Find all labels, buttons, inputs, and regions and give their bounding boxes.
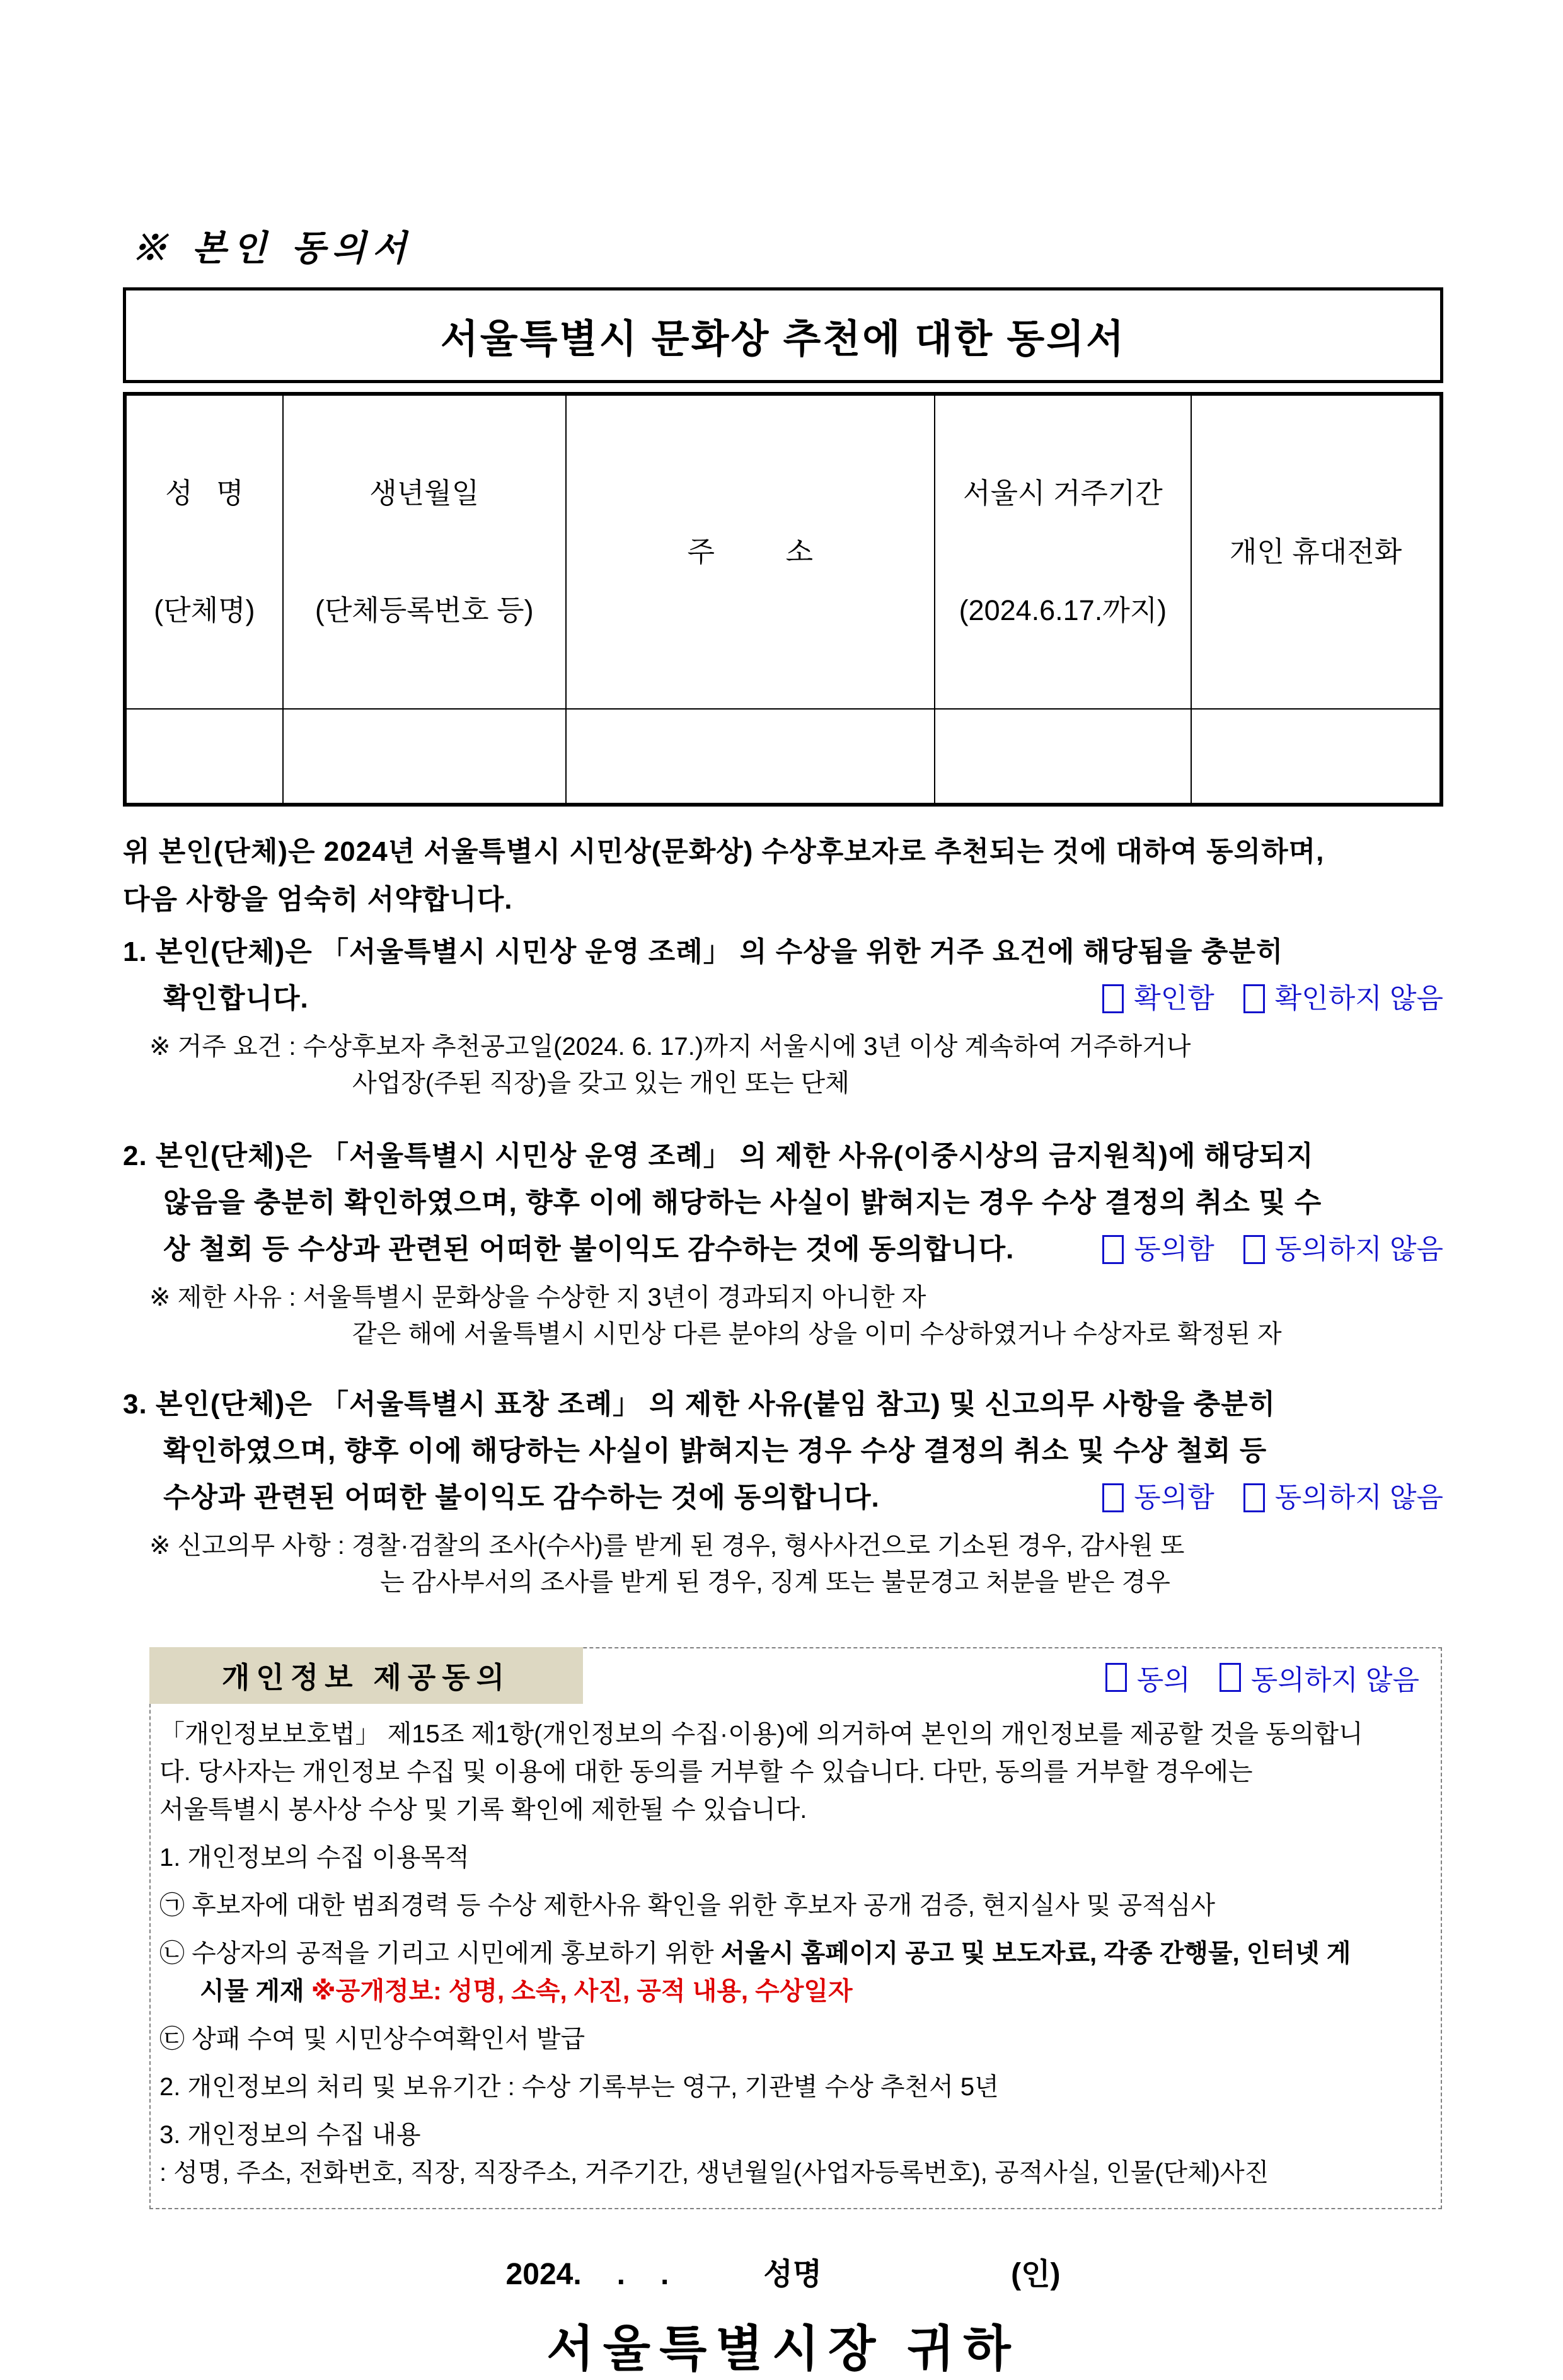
col-header-line: (단체명) — [154, 594, 255, 626]
intro-line: 위 본인(단체)은 2024년 서울특별시 시민상(문화상) 수상후보자로 추천되는 것에 대하여 동의하며, — [123, 836, 1325, 867]
sign-date-month-blank[interactable]: . — [616, 2258, 626, 2291]
residence-requirement-note — [123, 1028, 1443, 1101]
option-not-confirm[interactable] — [1243, 975, 1443, 1022]
input-cell-name[interactable] — [125, 709, 283, 805]
option-label: 동의하지 않음 — [1250, 1665, 1419, 1696]
privacy-purpose-item-3: ㉢ 상패 수여 및 시민상수여확인서 발급 — [159, 2025, 585, 2053]
seal-label[interactable]: (인) — [1011, 2258, 1061, 2291]
col-header-name — [125, 394, 283, 709]
pledge-item-3 — [123, 1381, 1443, 1521]
pledge-line: 수상과 관련된 어떠한 불이익도 감수하는 것에 동의합니다. — [163, 1482, 880, 1513]
checkbox-icon[interactable] — [1243, 984, 1265, 1013]
privacy-text-bold: 시물 게재 — [200, 1977, 311, 2005]
intro-paragraph — [123, 828, 1443, 924]
sign-name-label: 성명 — [763, 2258, 822, 2291]
input-cell-residence-period[interactable] — [935, 709, 1191, 805]
table-input-row — [125, 709, 1441, 805]
pledge-line: 확인하였으며, 향후 이에 해당하는 사실이 밝혀지는 경우 수상 결정의 취소 및 수상 철회 등 — [163, 1435, 1267, 1466]
option-agree[interactable] — [1105, 1657, 1191, 1698]
option-disagree[interactable] — [1243, 1475, 1443, 1521]
col-header-address — [566, 394, 935, 709]
option-agree[interactable] — [1102, 1226, 1214, 1273]
checkbox-icon[interactable] — [1220, 1663, 1241, 1692]
col-header-birthdate — [283, 394, 566, 709]
input-cell-birthdate[interactable] — [283, 709, 566, 805]
privacy-retention-heading: 2. 개인정보의 처리 및 보유기간 : 수상 기록부는 영구, 기관별 수상 추천서 5년 — [159, 2073, 999, 2101]
privacy-text-bold: 서울시 홈페이지 공고 및 보도자료, 각종 간행물, 인터넷 게 — [720, 1940, 1351, 1967]
privacy-collection-heading: 3. 개인정보의 수집 내용 — [159, 2121, 421, 2149]
recipient-line: 서울특별시장 귀하 — [546, 2321, 1020, 2376]
agree-options — [1102, 1475, 1443, 1521]
checkbox-icon[interactable] — [1102, 1235, 1124, 1264]
privacy-collection-items: : 성명, 주소, 전화번호, 직장, 직장주소, 거주기간, 생년월일(사업자등록번호), 공적사실, 인물(단체)사진 — [159, 2159, 1269, 2187]
option-agree[interactable] — [1102, 1475, 1214, 1521]
option-disagree[interactable] — [1243, 1226, 1443, 1273]
agree-options — [1102, 1226, 1443, 1273]
col-header-phone — [1191, 394, 1441, 709]
form-content — [123, 0, 1443, 2380]
col-header-residence-period — [935, 394, 1191, 709]
privacy-paragraph-line: 서울특별시 봉사상 수상 및 기록 확인에 제한될 수 있습니다. — [159, 1796, 807, 1824]
report-duty-note — [123, 1527, 1443, 1601]
note-line: ※ 거주 요건 : 수상후보자 추천공고일(2024. 6. 17.)까지 서울시에 3년 이상 계속하여 거주하거나 — [149, 1033, 1191, 1061]
note-line: 는 감사부서의 조사를 받게 된 경우, 징계 또는 불문경고 처분을 받은 경우 — [380, 1568, 1170, 1596]
pledge-line: 2. 본인(단체)은 「서울특별시 시민상 운영 조례」 의 제한 사유(이중시상의 금지원칙)에 해당되지 — [123, 1141, 1314, 1171]
privacy-purpose-item-2-cont — [159, 1972, 1423, 2010]
option-disagree[interactable] — [1220, 1657, 1419, 1698]
option-label: 동의하지 않음 — [1274, 1234, 1443, 1265]
privacy-paragraph-line: 다. 당사자는 개인정보 수집 및 이용에 대한 동의를 거부할 수 있습니다. 다만, 동의를 거부할 경우에는 — [159, 1758, 1253, 1786]
pledge-item-2 — [123, 1133, 1443, 1273]
option-label: 동의하지 않음 — [1274, 1482, 1443, 1513]
option-label: 확인함 — [1134, 983, 1214, 1014]
note-line: ※ 제한 사유 : 서울특별시 문화상을 수상한 지 3년이 경과되지 아니한 자 — [149, 1284, 926, 1311]
col-header-line: (2024.6.17.까지) — [959, 594, 1167, 626]
option-confirm[interactable] — [1102, 975, 1214, 1022]
pledge-line: 3. 본인(단체)은 「서울특별시 표창 조례」 의 제한 사유(붙임 참고) 및 신고의무 사항을 충분히 — [123, 1389, 1276, 1420]
pledge-line: 확인합니다. — [163, 983, 309, 1014]
privacy-section-header: 개인정보 제공동의 — [149, 1647, 583, 1704]
input-cell-address[interactable] — [566, 709, 935, 805]
pledge-item-1 — [123, 929, 1443, 1022]
option-label: 확인하지 않음 — [1274, 983, 1443, 1014]
signature-row — [123, 2250, 1443, 2293]
privacy-text: ㉡ 수상자의 공적을 기리고 시민에게 홍보하기 위한 — [159, 1940, 721, 1967]
privacy-consent-section — [149, 1647, 1442, 2209]
option-label: 동의함 — [1134, 1234, 1214, 1265]
col-header-line: 생년월일 — [369, 477, 480, 509]
checkbox-icon[interactable] — [1243, 1235, 1265, 1264]
privacy-agree-options — [1105, 1657, 1419, 1698]
note-line: 사업장(주된 직장)을 갖고 있는 개인 또는 단체 — [352, 1069, 850, 1097]
col-header-line: 성 명 — [165, 477, 244, 509]
privacy-paragraph-line: 「개인정보보호법」 제15조 제1항(개인정보의 수집·이용)에 의거하여 본인의 개인정보를 제공할 것을 동의합니 — [159, 1720, 1363, 1748]
intro-line: 다음 사항을 엄숙히 서약합니다. — [123, 884, 513, 915]
note-line: 같은 해에 서울특별시 시민상 다른 분야의 상을 이미 수상하였거나 수상자로 확정된 자 — [352, 1320, 1282, 1348]
form-title-box — [123, 287, 1443, 383]
input-cell-phone[interactable] — [1191, 709, 1441, 805]
col-header-line: 개인 휴대전화 — [1229, 536, 1402, 568]
privacy-purpose-item-1: ㉠ 후보자에 대한 범죄경력 등 수상 제한사유 확인을 위한 후보자 공개 검증, 현지실사 및 공적심사 — [159, 1892, 1216, 1919]
checkbox-icon[interactable] — [1102, 1483, 1124, 1512]
form-note-title: ※ 본인 동의서 — [132, 227, 413, 269]
col-header-line: (단체등록번호 등) — [314, 594, 534, 626]
pledge-line: 상 철회 등 수상과 관련된 어떠한 불이익도 감수하는 것에 동의합니다. — [163, 1234, 1015, 1265]
form-title: 서울특별시 문화상 추천에 대한 동의서 — [440, 317, 1126, 361]
restriction-reason-note — [123, 1279, 1443, 1352]
privacy-public-info: ※공개정보: 성명, 소속, 사진, 공적 내용, 수상일자 — [311, 1977, 853, 2005]
note-line: ※ 신고의무 사항 : 경찰·검찰의 조사(수사)를 받게 된 경우, 형사사건으로 기소된 경우, 감사원 또 — [149, 1532, 1185, 1560]
pledge-line: 않음을 충분히 확인하였으며, 향후 이에 해당하는 사실이 밝혀지는 경우 수상 결정의 취소 및 수 — [163, 1187, 1322, 1218]
pledge-line: 1. 본인(단체)은 「서울특별시 시민상 운영 조례」 의 수상을 위한 거주 요건에 해당됨을 충분히 — [123, 936, 1284, 967]
checkbox-icon[interactable] — [1102, 984, 1124, 1013]
checkbox-icon[interactable] — [1105, 1663, 1127, 1692]
checkbox-icon[interactable] — [1243, 1483, 1265, 1512]
option-label: 동의 — [1136, 1665, 1191, 1696]
confirm-options — [1102, 975, 1443, 1022]
sign-date-year: 2024. — [505, 2258, 582, 2291]
privacy-purpose-heading: 1. 개인정보의 수집 이용목적 — [159, 1844, 470, 1871]
col-header-line: 주 소 — [687, 536, 813, 568]
sign-date-day-blank[interactable]: . — [660, 2258, 669, 2291]
privacy-purpose-item-2 — [159, 1934, 1423, 1972]
option-label: 동의함 — [1134, 1482, 1214, 1513]
col-header-line: 서울시 거주기간 — [962, 477, 1163, 509]
applicant-info-table — [123, 392, 1443, 807]
table-header-row — [125, 394, 1441, 709]
